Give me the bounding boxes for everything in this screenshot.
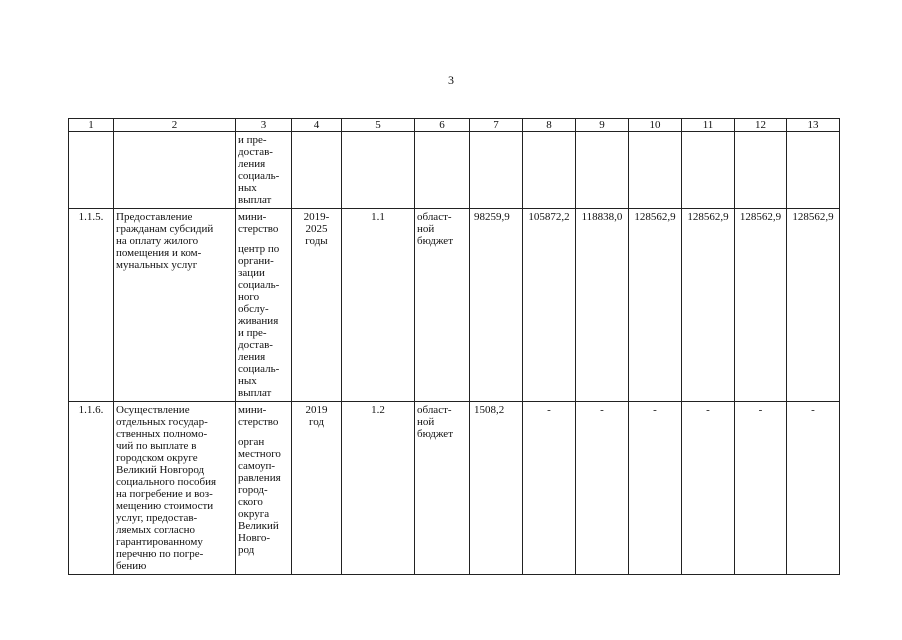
responsible-executor: мини- стерство (238, 211, 279, 235)
column-header-12: 12 (735, 119, 787, 132)
column-header-6: 6 (415, 119, 470, 132)
table-row (69, 402, 840, 575)
column-header-2: 2 (114, 119, 236, 132)
responsible-executor: орган местного самоуп- равления город- ского округа Великий Новго- род (238, 436, 281, 556)
table-row (69, 132, 840, 209)
funding-value-col-13: 128562,9 (787, 209, 840, 402)
column-header-11: 11 (682, 119, 735, 132)
column-header-10: 10 (629, 119, 682, 132)
column-header-7: 7 (470, 119, 523, 132)
measure-code: 1.1.6. (69, 402, 114, 575)
funding-value-col-12 (735, 132, 787, 209)
funding-source (415, 132, 470, 209)
header-row (69, 119, 840, 132)
target-indicator: 1.2 (342, 402, 415, 575)
funding-value-col-10: - (629, 402, 682, 575)
measure-title: Осуществление отдельных государ- ственных полномо- чий по выплате в городском округе Великий Новгород социального пособия на погребение и воз- мещению стоимости услуг, предостав- ляемых согласно гарантированному перечню по погре- бению (114, 402, 236, 575)
column-header-4: 4 (292, 119, 342, 132)
funding-value-col-9: - (576, 402, 629, 575)
funding-value-col-7: 98259,9 (470, 209, 523, 402)
funding-value-col-12: - (735, 402, 787, 575)
responsible-executor: и пре- достав- ления социаль- ных выплат (238, 134, 280, 206)
funding-value-col-8 (523, 132, 576, 209)
budget-table (68, 118, 840, 575)
column-header-5: 5 (342, 119, 415, 132)
implementation-period: 2019- 2025 годы (292, 209, 342, 402)
implementation-period (292, 132, 342, 209)
page-number: 3 (448, 73, 454, 87)
funding-value-col-13: - (787, 402, 840, 575)
column-header-1: 1 (69, 119, 114, 132)
funding-value-col-7 (470, 132, 523, 209)
column-header-13: 13 (787, 119, 840, 132)
funding-value-col-11 (682, 132, 735, 209)
implementation-period: 2019 год (292, 402, 342, 575)
funding-value-col-13 (787, 132, 840, 209)
responsible-executor: центр по органи- зации социаль- ного обслу- живания и пре- достав- ления социаль- ных выплат (238, 243, 280, 399)
measure-code: 1.1.5. (69, 209, 114, 402)
measure-title (114, 132, 236, 209)
column-header-8: 8 (523, 119, 576, 132)
funding-value-col-8: - (523, 402, 576, 575)
funding-value-col-11: - (682, 402, 735, 575)
responsible-executors (236, 209, 292, 402)
target-indicator: 1.1 (342, 209, 415, 402)
column-header-9: 9 (576, 119, 629, 132)
funding-value-col-7: 1508,2 (470, 402, 523, 575)
funding-value-col-9 (576, 132, 629, 209)
funding-source: област- ной бюджет (415, 209, 470, 402)
column-header-3: 3 (236, 119, 292, 132)
table-row (69, 209, 840, 402)
funding-value-col-10: 128562,9 (629, 209, 682, 402)
funding-value-col-11: 128562,9 (682, 209, 735, 402)
measure-code (69, 132, 114, 209)
table-body (69, 132, 840, 575)
funding-source: област- ной бюджет (415, 402, 470, 575)
responsible-executors (236, 402, 292, 575)
measure-title: Предоставление гражданам субсидий на оплату жилого помещения и ком- мунальных услуг (114, 209, 236, 402)
funding-value-col-8: 105872,2 (523, 209, 576, 402)
responsible-executor: мини- стерство (238, 404, 279, 428)
target-indicator (342, 132, 415, 209)
responsible-executors (236, 132, 292, 209)
funding-value-col-10 (629, 132, 682, 209)
funding-value-col-12: 128562,9 (735, 209, 787, 402)
funding-value-col-9: 118838,0 (576, 209, 629, 402)
